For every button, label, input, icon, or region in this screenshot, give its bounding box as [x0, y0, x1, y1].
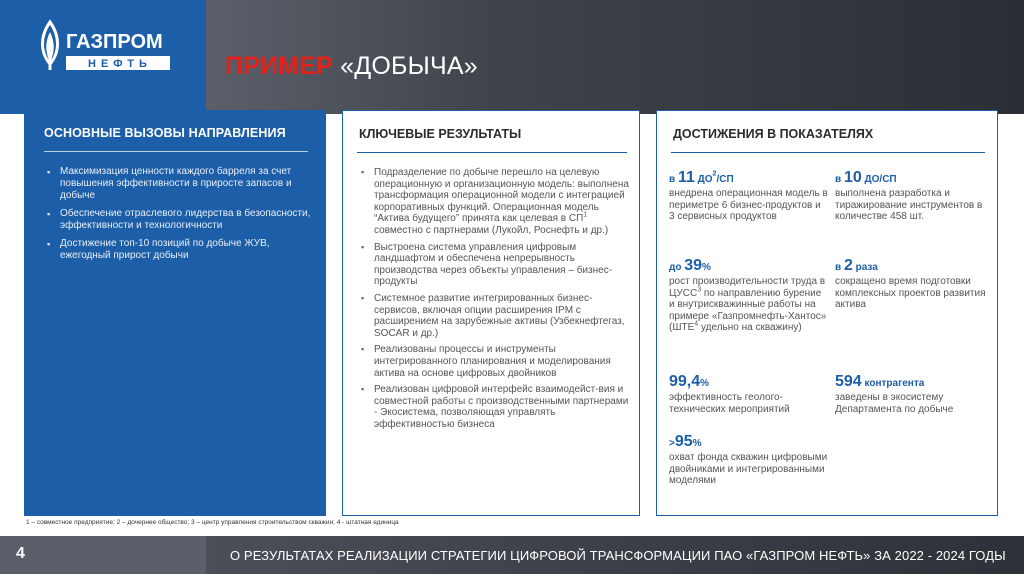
- achievements-title: ДОСТИЖЕНИЯ В ПОКАЗАТЕЛЯХ: [673, 127, 874, 141]
- footnote-ref: 1: [583, 212, 588, 220]
- title-rest: «ДОБЫЧА»: [333, 52, 478, 80]
- footer-text: О РЕЗУЛЬТАТАХ РЕАЛИЗАЦИИ СТРАТЕГИИ ЦИФРОВОЙ ТРАНСФОРМАЦИИ ПАО «ГАЗПРОМ НЕФТЬ» ЗА 2022 - 2024 ГОДЫ: [230, 548, 1006, 563]
- metric-value: [835, 373, 995, 392]
- metric-number: 10: [843, 169, 862, 186]
- results-panel: [342, 110, 640, 516]
- challenges-panel: [24, 110, 326, 516]
- metric-value: [835, 257, 995, 276]
- list-item: ▪ Реализован цифровой интерфейс взаимодейст-вия и совместной работы с производственными партнерами - Экосистема, позволяющая управлять эффективностью бизнеса: [361, 384, 631, 430]
- metric-description: выполнена разработка и тиражирование инструментов в количестве 458 шт.: [835, 188, 983, 223]
- metric-unit: /СП: [716, 174, 734, 185]
- metric-unit: раза: [852, 262, 878, 273]
- metric-description: охват фонда скважин цифровыми двойниками и интегрированными моделями: [669, 452, 828, 487]
- divider: [44, 151, 308, 152]
- page-title: [225, 52, 478, 81]
- metric-value: [669, 373, 829, 392]
- metric-description: заведены в экосистему Департамента по добыче: [835, 392, 954, 415]
- footnote-ref: 4: [694, 321, 699, 329]
- metric-value: [669, 257, 829, 276]
- metric-description: эффективность геолого-технических мероприятий: [669, 392, 790, 415]
- metric-description: внедрена операционная модель в периметре 6 бизнес-продуктов и 3 сервисных продуктов: [669, 188, 828, 223]
- challenges-list: [46, 166, 316, 268]
- metric-prefix: >: [669, 438, 675, 449]
- footer: [0, 536, 1024, 574]
- header: [0, 0, 1024, 114]
- divider: [357, 152, 627, 153]
- footer-band: [206, 536, 1024, 574]
- logo-text-sub: НЕФТЬ: [88, 58, 152, 70]
- list-item: ▪ Обеспечение отраслевого лидерства в безопасности, эффективности и технологичности: [46, 208, 316, 232]
- list-item: ▪ Максимизация ценности каждого барреля за счет повышения эффективности в приросте запасов и добыче: [46, 166, 316, 202]
- list-item: ▪ Реализованы процессы и инструменты интегрированного планирования и моделирования актива на основе цифровых двойников: [361, 344, 631, 379]
- metric-productivity: [669, 257, 829, 334]
- metric-operational-model: [669, 169, 829, 223]
- metric-digital-twins: [669, 433, 829, 487]
- metric-prefix: в: [835, 174, 844, 185]
- results-list: [361, 167, 631, 435]
- metric-number: 11: [677, 169, 695, 186]
- metric-prefix: в: [669, 174, 678, 185]
- metric-tools: [835, 169, 995, 223]
- metric-unit: %: [692, 438, 702, 449]
- page-number: 4: [16, 545, 25, 562]
- metric-number: 39: [684, 257, 703, 274]
- divider: [671, 152, 985, 153]
- page-number-box: [0, 536, 206, 574]
- metric-contractors: [835, 373, 995, 415]
- metric-description-part: рост производительности труда в ЦУСС: [669, 276, 826, 299]
- list-item: [361, 167, 631, 237]
- footnote-ref: 2: [712, 170, 717, 178]
- metric-unit: контрагента: [861, 378, 925, 389]
- metric-time-reduction: [835, 257, 995, 311]
- list-item: ▪ Системное развитие интегрированных бизнес-сервисов, включая опции расширения IPM с расширением на зарубежные активы (Узбекнефтегаз, SOCAR и др.): [361, 293, 631, 339]
- metric-description: [669, 276, 829, 334]
- results-item-1-text-b: совместно с партнерами (Лукойл, Роснефть и др.): [374, 224, 609, 236]
- metric-unit: ДО: [694, 174, 713, 185]
- metric-number: 99,4: [669, 373, 701, 390]
- metric-gtm-efficiency: [669, 373, 829, 415]
- metric-description-part: по направлению бурение и внутрискважинные работы на примере «Газпромнефть-Хантос» (ШТЕ: [669, 287, 827, 334]
- metric-number: 2: [843, 257, 853, 274]
- logo-text-main: ГАЗПРОМ: [66, 31, 163, 53]
- metric-unit: ДО/СП: [861, 174, 897, 185]
- metric-value: [669, 433, 829, 452]
- list-item: ▪ Выстроена система управления цифровым ландшафтом и обеспечена непрерывность производства через объекты управления – бизнес-продукты: [361, 242, 631, 288]
- results-title: КЛЮЧЕВЫЕ РЕЗУЛЬТАТЫ: [359, 127, 522, 141]
- challenges-title: ОСНОВНЫЕ ВЫЗОВЫ НАПРАВЛЕНИЯ: [44, 126, 286, 140]
- metric-description: сокращено время подготовки комплексных проектов развития актива: [835, 276, 986, 311]
- footnote: 1 – совместное предприятие; 2 – дочернее общество; 3 – центр управления строительством скважин; 4 - штатная единица: [26, 519, 399, 526]
- metric-value: [669, 169, 829, 188]
- metric-description-part: удельно на скважину): [698, 322, 802, 334]
- list-item: ▪ Достижение топ-10 позиций по добыче ЖУВ, ежегодный прирост добычи: [46, 238, 316, 262]
- metric-prefix: до: [669, 262, 685, 273]
- metric-prefix: в: [835, 262, 844, 273]
- title-accent: ПРИМЕР: [225, 52, 333, 80]
- metric-unit: %: [702, 262, 711, 273]
- metric-number: 594: [835, 373, 862, 390]
- results-item-1-text-a: Подразделение по добыче перешло на целевую операционную и организационную модель: выполнена трансформация операционной модели с интеграцией корпоративных функций. Операционная модель “Актива будущего” принята как целевая в СП: [374, 167, 629, 225]
- achievements-panel: [656, 110, 998, 516]
- gazprom-neft-logo: [36, 18, 172, 80]
- footnote-ref: 3: [697, 286, 702, 294]
- metric-number: 95: [674, 433, 693, 450]
- metric-value: [835, 169, 995, 188]
- logo-box: [0, 0, 206, 114]
- metric-unit: %: [700, 378, 710, 389]
